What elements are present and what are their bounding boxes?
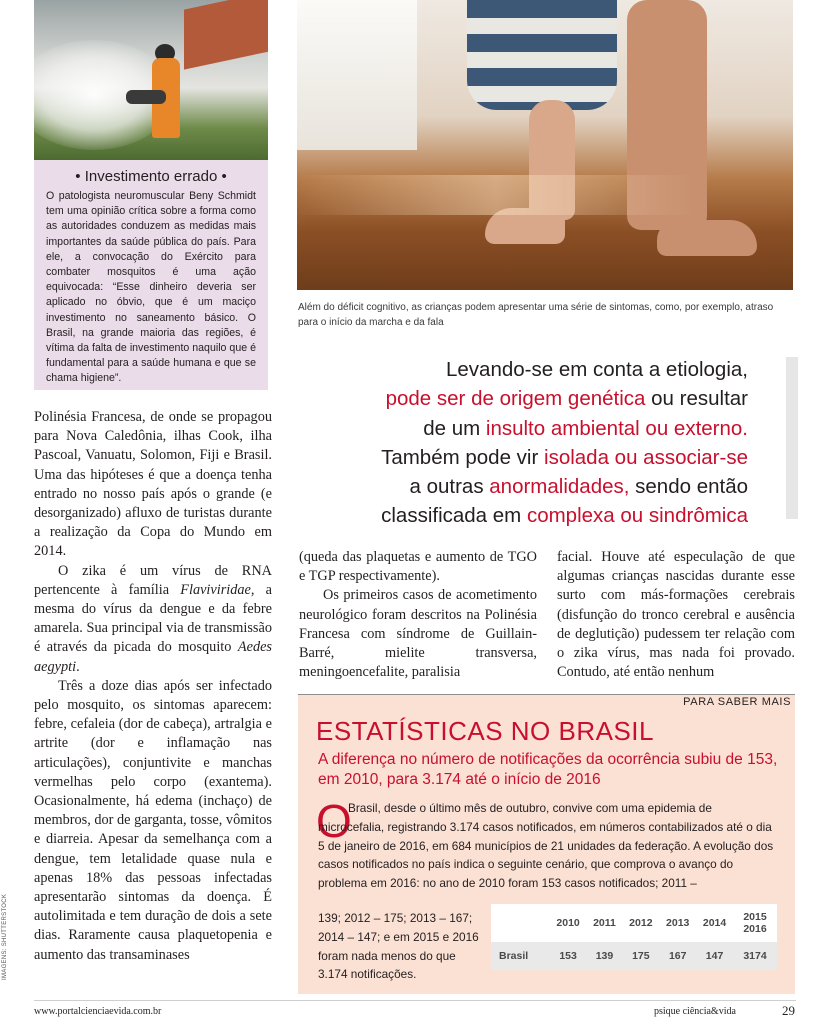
table-header: 2010 (556, 917, 580, 929)
photo-caption: Além do déficit cognitivo, as crianças podem apresentar uma série de sintomas, como, por exemplo, atraso para o início da marcha e da fala (298, 302, 774, 328)
paragraph: Polinésia Francesa, de onde se propagou para Nova Caledônia, ilhas Cook, ilha Pascoal, Vanuatu, Solomon, Fiji e Brasil. Uma das hipóteses é que a doença tenha entrado no nosso país após o grande (e desorganizado) afluxo de turistas durante a realização da Copa do Mundo em 2014. (34, 409, 272, 560)
pull-quote-highlight: complexa ou sindrômica (526, 504, 748, 528)
pull-quote-bar (786, 357, 798, 519)
table-row-label: Brasil (491, 942, 550, 970)
floor-reflection (297, 175, 793, 215)
table-corner (491, 904, 550, 942)
striped-leggings (467, 0, 617, 110)
pull-quote-highlight: anormalidades, (489, 475, 630, 499)
pull-quote-line (300, 472, 748, 501)
paragraph: Três a doze dias após ser infectado pelo mosquito, os sintomas aparecem: febre, cefaleia (dor de cabeça), artralgia e artrite (dor e inflamação nas articulações), conjuntivite e manchas vermelhas pelo corpo (exantema). Ocasionalmente, há edema (inchaço) de membros, dor de garganta, tosse, vômitos e diarreia. Apesar da semelhança com a dengue, tem letalidade quase nula e apenas 18% das pessoas infectadas apresentarão sintomas da doença. É autolimitada e tem duração de dois a sete dias. Raramente causa plaquetopenia e aumento das transaminases (34, 677, 272, 963)
paragraph-text: , a mesma do vírus da dengue e da febre amarela. Sua principal via de transmissão é através da picada do mosquito (34, 581, 272, 656)
roof-shape (184, 0, 268, 70)
pull-quote-text: de um (423, 416, 486, 440)
pull-quote-text: Levando-se em conta a etiologia, (445, 358, 748, 381)
paragraph: (queda das plaquetas e aumento de TGO e TGP respectivamente). (299, 549, 537, 585)
sidebar-title: • Investimento errado • (75, 168, 227, 185)
pull-quote-text: ou resultar (645, 387, 748, 411)
pull-quote-line (300, 443, 748, 472)
article-column-3 (557, 548, 795, 682)
sidebar-box (34, 160, 268, 390)
page-number: 29 (782, 1003, 795, 1018)
photo-credit: IMAGENS: SHUTTERSTOCK (2, 893, 8, 980)
pull-quote (300, 355, 748, 531)
statistics-subtitle: A diferença no número de notificações da ocorrência subiu de 153, em 2010, para 3.174 até o início de 2016 (318, 751, 778, 788)
italic-term: Flaviviridae (180, 581, 251, 598)
fogging-machine (126, 90, 166, 104)
pull-quote-line (300, 501, 748, 530)
notifications-table (491, 904, 777, 970)
statistics-title: ESTATÍSTICAS NO BRASIL (316, 716, 654, 746)
adult-foot (657, 220, 757, 256)
table-header: 2011 (593, 917, 616, 929)
table-cell: 147 (696, 942, 733, 970)
italic-term: Aedes aegypti (34, 639, 272, 675)
footer-magazine-name: psique ciência&vida (654, 1006, 736, 1017)
statistics-body: Brasil, desde o último mês de outubro, convive com uma epidemia de microcefalia, registrando 3.174 casos notificados, em números contabilizados até o dia 5 de janeiro de 2016, em 684 municípios de 21 unidades da federação. A evolução dos casos notificados no país indica o seguinte cenário, que comprova o avanço do problema em 2016: no ano de 2010 foram 153 casos notificados; 2011 – (318, 801, 774, 891)
table-cell: 3174 (733, 942, 777, 970)
fumigation-photo (34, 0, 268, 160)
pull-quote-highlight: insulto ambiental ou externo. (485, 416, 748, 440)
table-header: 2015 2016 (743, 911, 767, 935)
article-column-1 (34, 408, 272, 965)
statistics-box (298, 694, 795, 994)
child-walking-photo (297, 0, 793, 290)
drop-cap: O (316, 795, 352, 847)
pull-quote-line (300, 414, 748, 443)
paragraph-text: . (76, 658, 80, 675)
table-cell: 139 (587, 942, 623, 970)
paragraph (34, 562, 272, 677)
table-header: 2013 (666, 917, 690, 929)
pull-quote-text: sendo então (629, 475, 748, 499)
window-light (297, 0, 417, 150)
section-tag (298, 694, 795, 709)
table-cell: 175 (622, 942, 659, 970)
table-header: 2012 (629, 917, 653, 929)
table-cell: 167 (659, 942, 696, 970)
sidebar-body: O patologista neuromuscular Beny Schmidt tem uma opinião crítica sobre a forma como as autoridades conduzem as medidas mais importantes da saúde pública do país. Para ele, a convocação do Exército para combater mosquitos é uma ação equivocada: “Esse dinheiro deveria ser aplicado no óbvio, que é um maciço investimento no saneamento básico. O Brasil, na grande maioria das regiões, é vítima da falta de investimento naquilo que é fundamental para a saúde humana e que se chama higiene”. (46, 190, 256, 385)
pull-quote-text: a outras (409, 475, 490, 499)
paragraph: facial. Houve até especulação de que algumas crianças nascidas durante esse surto com más-formações cerebrais (disfunção do tronco cerebral e ausência de deglutição) pudessem ter relação com o zika vírus, mas nada foi provado. Contudo, até então nenhum (557, 549, 795, 681)
statistics-body-tail: 139; 2012 – 175; 2013 – 167; 2014 – 147; e em 2015 e 2016 foram nada menos do que 3.174 notificações. (318, 911, 479, 982)
section-tag-label: PARA SABER MAIS (683, 696, 791, 708)
pull-quote-line (300, 355, 748, 384)
pull-quote-text: Também pode vir (381, 445, 545, 469)
pull-quote-text: classificada em (381, 504, 527, 528)
paragraph-text: O zika é um vírus de RNA pertencente à família (34, 562, 272, 598)
footer-rule (34, 1000, 796, 1001)
footer-website[interactable]: www.portalcienciaevida.com.br (34, 1006, 162, 1017)
table-cell: 153 (550, 942, 587, 970)
table-row (491, 942, 777, 970)
table-header-row (491, 904, 777, 942)
pull-quote-line (300, 384, 748, 413)
paragraph: Os primeiros casos de acometimento neurológico foram descritos na Polinésia Francesa com síndrome de Guillain-Barré, mielite transversa, meningoencefalite, paralisia (299, 587, 537, 681)
article-column-2 (299, 548, 537, 682)
pull-quote-highlight: isolada ou associar-se (544, 445, 748, 469)
table-header: 2014 (702, 917, 727, 929)
pull-quote-highlight: pode ser de origem genética (385, 387, 646, 411)
